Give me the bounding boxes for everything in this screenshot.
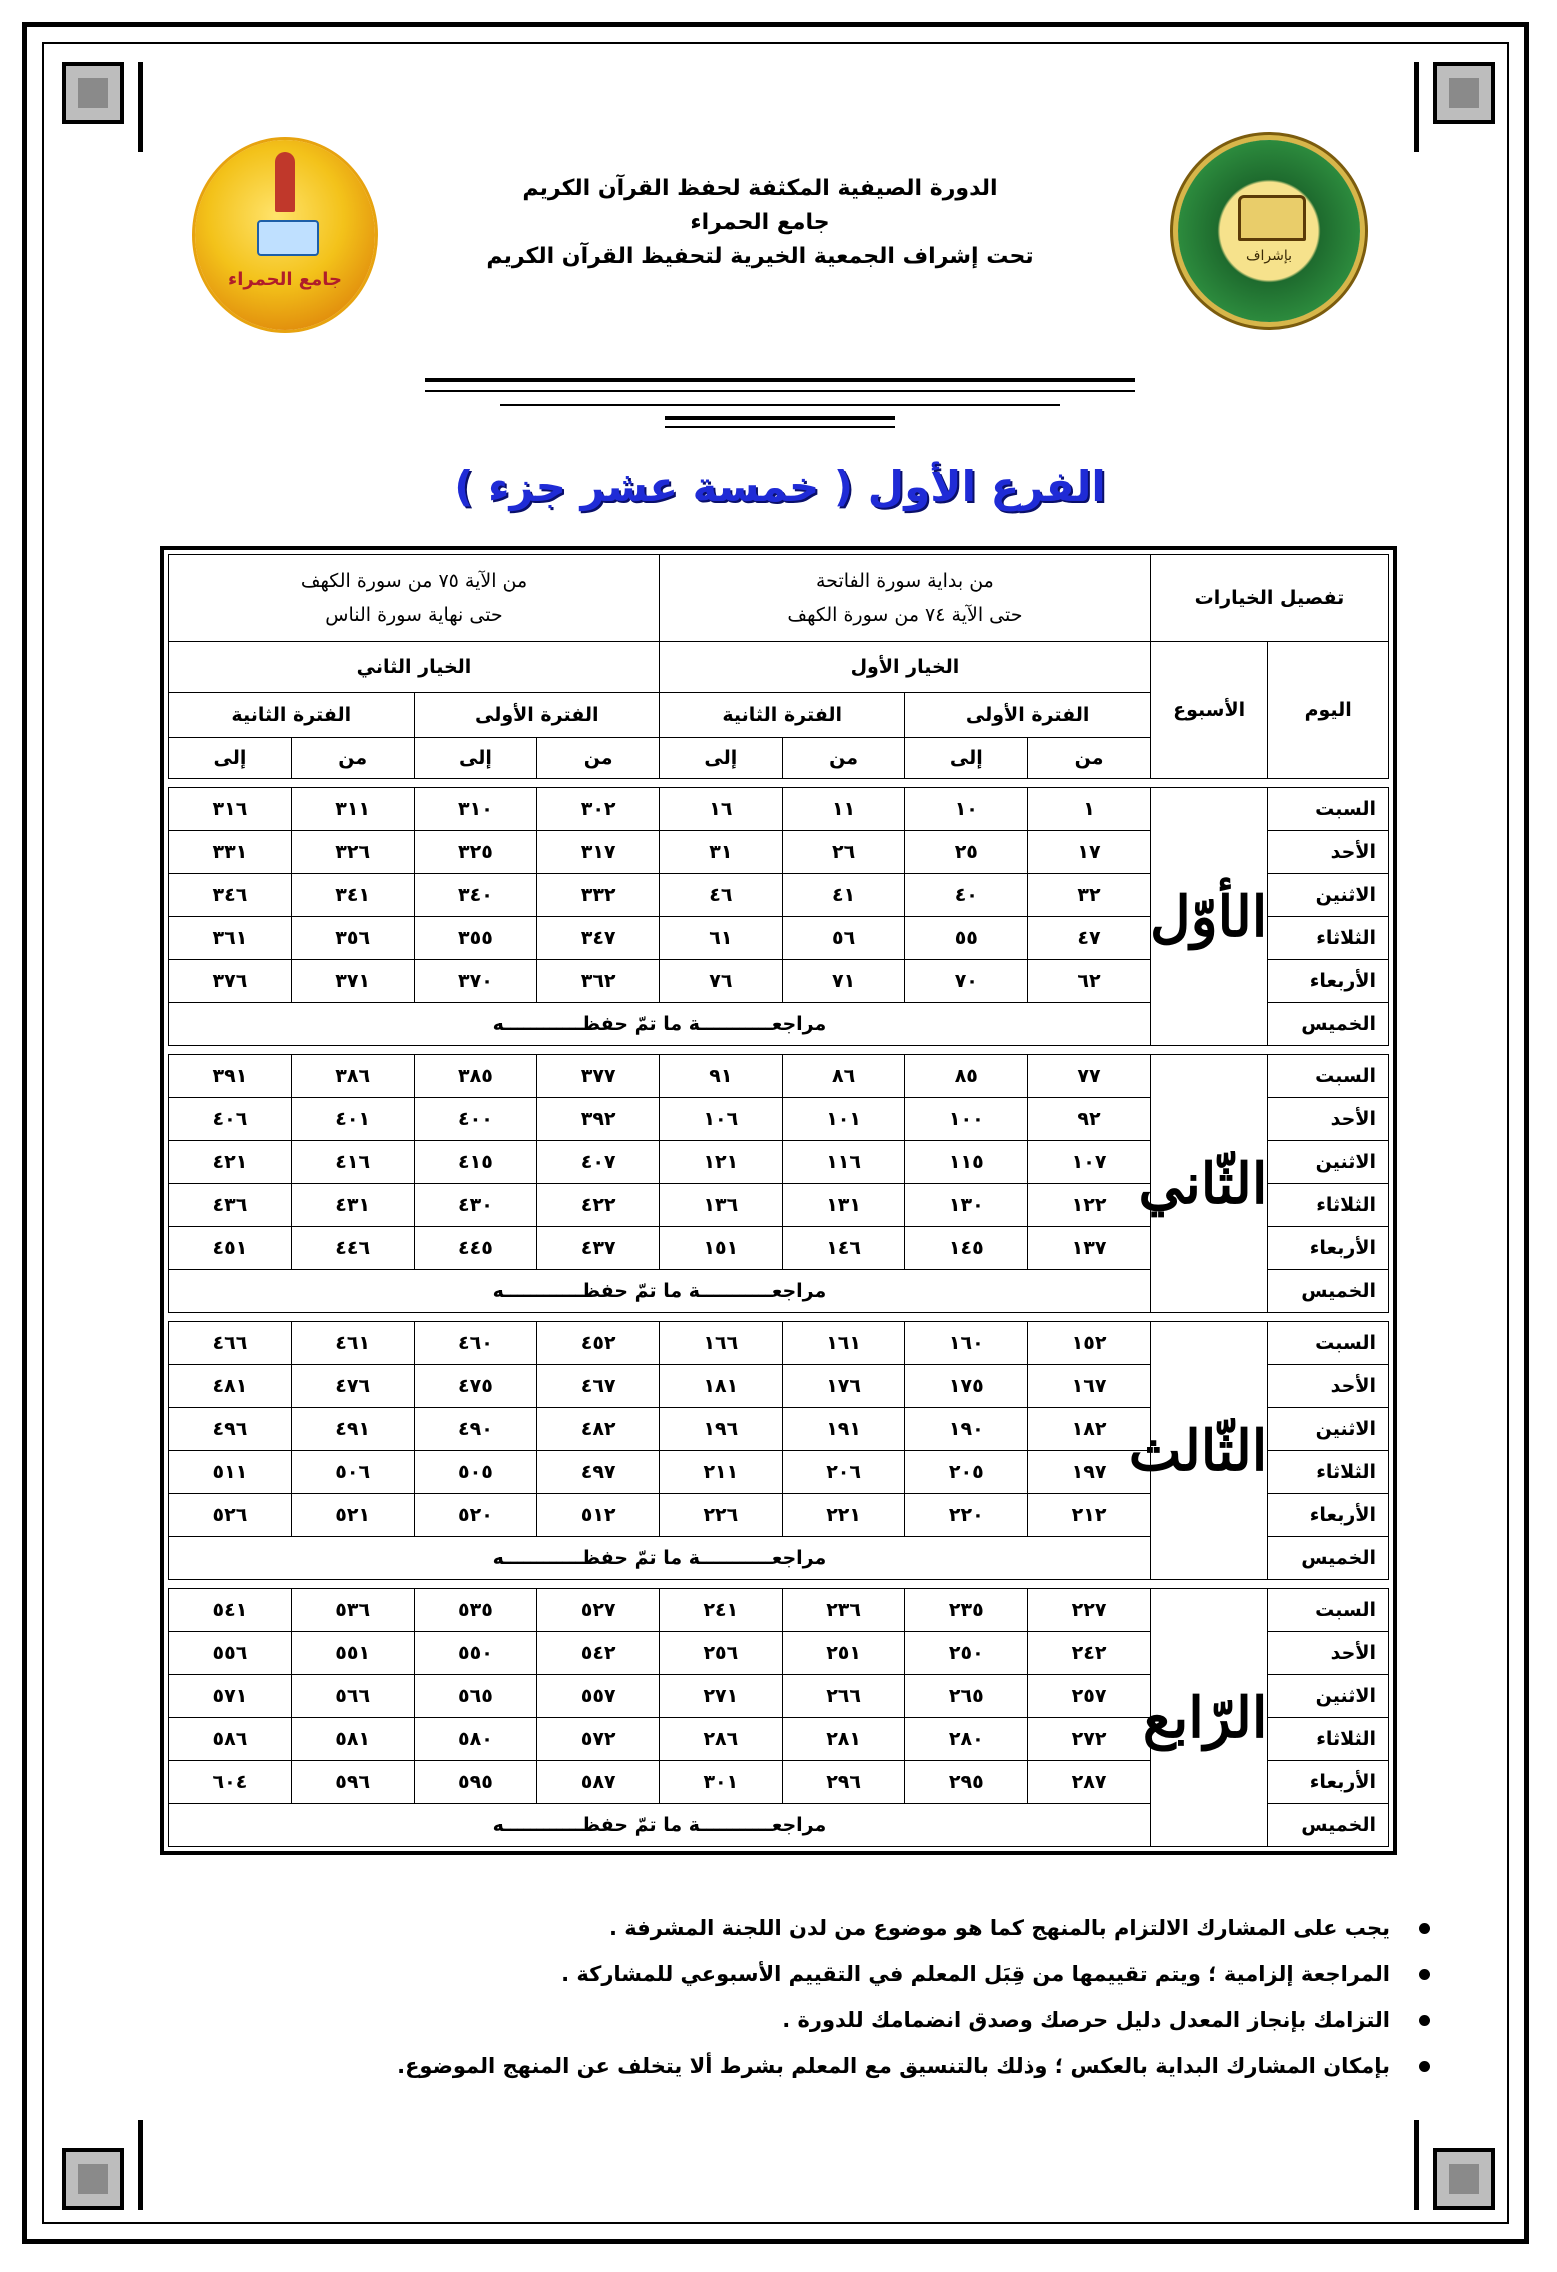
page-number-cell: ١٦٠ — [905, 1322, 1028, 1365]
logo-right-text: بإشراف — [1245, 248, 1293, 264]
page-number-cell: ٤٦٧ — [537, 1365, 660, 1408]
page-number-cell: ٧٧ — [1028, 1055, 1151, 1098]
page-number-cell: ٣٩١ — [169, 1055, 292, 1098]
page-number-cell: ٤٩٦ — [169, 1408, 292, 1451]
page-number-cell: ٤٢٢ — [537, 1184, 660, 1227]
page-number-cell: ٢٦ — [782, 831, 905, 874]
page-number-cell: ٢٨٠ — [905, 1718, 1028, 1761]
week-name-cell — [1150, 788, 1267, 1046]
page-number-cell: ٤٩٠ — [414, 1408, 537, 1451]
page-number-cell: ٤٧٥ — [414, 1365, 537, 1408]
day-cell: السبت — [1268, 1322, 1389, 1365]
option1-range-line1: من بداية سورة الفاتحة — [816, 570, 994, 592]
page-number-cell: ٣١٧ — [537, 831, 660, 874]
page-number-cell: ٣٦١ — [169, 917, 292, 960]
divider-line — [665, 416, 895, 420]
page-number-cell: ٢٦٥ — [905, 1675, 1028, 1718]
page-number-cell: ٤٢١ — [169, 1141, 292, 1184]
note-text: المراجعة إلزامية ؛ ويتم تقييمها من قِبَل المعلم في التقييم الأسبوعي للمشاركة . — [561, 1962, 1390, 1986]
page-number-cell: ٥٥١ — [291, 1632, 414, 1675]
bullet-icon — [1419, 1969, 1430, 1980]
week-separator-cell — [169, 1313, 1389, 1322]
page-number-cell: ٢٥٧ — [1028, 1675, 1151, 1718]
page-number-cell: ٨٥ — [905, 1055, 1028, 1098]
page-number-cell: ٩٢ — [1028, 1098, 1151, 1141]
page-number-cell: ٣٠٢ — [537, 788, 660, 831]
from-header: من — [782, 738, 905, 779]
page-number-cell: ٢٧١ — [659, 1675, 782, 1718]
page-number-cell: ١٨١ — [659, 1365, 782, 1408]
page-number-cell: ٢١١ — [659, 1451, 782, 1494]
page-number-cell: ١٢٢ — [1028, 1184, 1151, 1227]
page-number-cell: ١٦٦ — [659, 1322, 782, 1365]
page-number-cell: ٤٣١ — [291, 1184, 414, 1227]
page-number-cell: ٣٧١ — [291, 960, 414, 1003]
day-cell: الأحد — [1268, 1632, 1389, 1675]
option2-period2-header: الفترة الثانية — [169, 693, 415, 738]
option2-header: الخيار الثاني — [169, 642, 660, 693]
quran-book-icon — [1238, 195, 1306, 241]
page-header — [440, 172, 1080, 274]
page-number-cell: ١٣٠ — [905, 1184, 1028, 1227]
page-number-cell: ٢٨١ — [782, 1718, 905, 1761]
review-cell: مراجعـــــــــــة ما تمّ حفظــــــــــــه — [169, 1003, 1151, 1046]
frame-notch — [138, 2120, 143, 2210]
page-number-cell: ٢٢١ — [782, 1494, 905, 1537]
page-number-cell: ١٣١ — [782, 1184, 905, 1227]
table-row — [169, 788, 1389, 831]
note-item — [200, 2043, 1430, 2089]
page-number-cell: ١٨٢ — [1028, 1408, 1151, 1451]
page-number-cell: ٥٨١ — [291, 1718, 414, 1761]
page-number-cell: ٦١ — [659, 917, 782, 960]
page-number-cell: ٤٨٢ — [537, 1408, 660, 1451]
day-cell: الأحد — [1268, 1098, 1389, 1141]
frame-notch — [1414, 2120, 1419, 2210]
day-cell: الأربعاء — [1268, 1227, 1389, 1270]
page-number-cell: ١٣٧ — [1028, 1227, 1151, 1270]
page-number-cell: ٤٠٦ — [169, 1098, 292, 1141]
page-number-cell: ٢٥١ — [782, 1632, 905, 1675]
page-number-cell: ٤٤٥ — [414, 1227, 537, 1270]
page-number-cell: ٢٩٦ — [782, 1761, 905, 1804]
page-number-cell: ١٧٦ — [782, 1365, 905, 1408]
week-separator-cell — [169, 1046, 1389, 1055]
to-header: إلى — [659, 738, 782, 779]
day-cell: الخميس — [1268, 1270, 1389, 1313]
divider-line — [665, 426, 895, 428]
page-number-cell: ٤٠١ — [291, 1098, 414, 1141]
page-number-cell: ٣٤٠ — [414, 874, 537, 917]
day-cell: الثلاثاء — [1268, 917, 1389, 960]
page-number-cell: ٣٧٦ — [169, 960, 292, 1003]
corner-ornament-bottom-right — [1433, 2148, 1495, 2210]
week-separator — [169, 1046, 1389, 1055]
day-cell: الأربعاء — [1268, 1761, 1389, 1804]
page-number-cell: ١٤٦ — [782, 1227, 905, 1270]
page-number-cell: ٥٧١ — [169, 1675, 292, 1718]
to-header: إلى — [414, 738, 537, 779]
option1-range-line2: حتى الآية ٧٤ من سورة الكهف — [787, 604, 1023, 626]
bullet-icon — [1419, 2061, 1430, 2072]
page-number-cell: ٣١٦ — [169, 788, 292, 831]
page-number-cell: ٥٦ — [782, 917, 905, 960]
review-cell: مراجعـــــــــــة ما تمّ حفظــــــــــــه — [169, 1270, 1151, 1313]
page-number-cell: ٦٠٤ — [169, 1761, 292, 1804]
day-cell: السبت — [1268, 788, 1389, 831]
header-line-3: تحت إشراف الجمعية الخيرية لتحفيظ القرآن الكريم — [486, 244, 1034, 269]
page-number-cell: ٣٨٦ — [291, 1055, 414, 1098]
page-number-cell: ٤٠ — [905, 874, 1028, 917]
page-number-cell: ٥٢٧ — [537, 1589, 660, 1632]
page-number-cell: ٢٣٥ — [905, 1589, 1028, 1632]
page-number-cell: ٨٦ — [782, 1055, 905, 1098]
week-name: الثّاني — [1138, 1150, 1268, 1217]
day-header: اليوم — [1268, 642, 1389, 779]
page-number-cell: ٢٢٧ — [1028, 1589, 1151, 1632]
week-separator — [169, 1313, 1389, 1322]
page-number-cell: ٥٨٦ — [169, 1718, 292, 1761]
page-number-cell: ٤٦١ — [291, 1322, 414, 1365]
page-number-cell: ٥٢١ — [291, 1494, 414, 1537]
bullet-icon — [1419, 1923, 1430, 1934]
frame-notch — [138, 62, 143, 152]
page-number-cell: ٩١ — [659, 1055, 782, 1098]
week-name-cell — [1128, 1322, 1268, 1580]
table-row — [169, 1055, 1389, 1098]
quran-book-icon — [257, 220, 319, 256]
page-number-cell: ٤٩٧ — [537, 1451, 660, 1494]
page-number-cell: ٥١٢ — [537, 1494, 660, 1537]
page-number-cell: ١١٦ — [782, 1141, 905, 1184]
week-name-cell — [1142, 1589, 1268, 1847]
page-number-cell: ٣١٠ — [414, 788, 537, 831]
page-number-cell: ٥٢٠ — [414, 1494, 537, 1537]
page-number-cell: ٧١ — [782, 960, 905, 1003]
note-text: يجب على المشارك الالتزام بالمنهج كما هو موضوع من لدن اللجنة المشرفة . — [608, 1916, 1390, 1940]
page-number-cell: ١٠٧ — [1028, 1141, 1151, 1184]
page-number-cell: ٢٥٦ — [659, 1632, 782, 1675]
day-cell: الخميس — [1268, 1003, 1389, 1046]
option1-range — [659, 555, 1150, 642]
from-header: من — [537, 738, 660, 779]
page-number-cell: ٤٣٠ — [414, 1184, 537, 1227]
page-number-cell: ٢١٢ — [1028, 1494, 1151, 1537]
page-number-cell: ٥١١ — [169, 1451, 292, 1494]
page-number-cell: ٥٠٥ — [414, 1451, 537, 1494]
page-number-cell: ١٩٧ — [1028, 1451, 1151, 1494]
day-cell: الخميس — [1268, 1804, 1389, 1847]
page-number-cell: ٢٢٦ — [659, 1494, 782, 1537]
page-number-cell: ٣٢ — [1028, 874, 1151, 917]
from-header: من — [291, 738, 414, 779]
page-number-cell: ٢٢٠ — [905, 1494, 1028, 1537]
frame-notch — [1414, 62, 1419, 152]
page-number-cell: ١١ — [782, 788, 905, 831]
page-number-cell: ٥٨٧ — [537, 1761, 660, 1804]
week-separator-cell — [169, 1580, 1389, 1589]
page-number-cell: ١٧ — [1028, 831, 1151, 874]
option2-period1-header: الفترة الأولى — [414, 693, 659, 738]
note-item — [200, 1997, 1430, 2043]
day-cell: الاثنين — [1268, 1408, 1389, 1451]
page-number-cell: ١٠ — [905, 788, 1028, 831]
page-number-cell: ٤٨١ — [169, 1365, 292, 1408]
divider-line — [425, 390, 1135, 392]
divider-line — [425, 378, 1135, 382]
page-number-cell: ٢٨٧ — [1028, 1761, 1151, 1804]
bullet-icon — [1419, 2015, 1430, 2026]
page-number-cell: ١٧٥ — [905, 1365, 1028, 1408]
page-number-cell: ٧٠ — [905, 960, 1028, 1003]
page-number-cell: ٢٤٢ — [1028, 1632, 1151, 1675]
branch-title: الفرع الأول ( خمسة عشر جزء ) — [454, 462, 1106, 511]
page-number-cell: ٥٨٠ — [414, 1718, 537, 1761]
page-number-cell: ٢٣٦ — [782, 1589, 905, 1632]
page-number-cell: ٣٤٦ — [169, 874, 292, 917]
page-number-cell: ٤٩١ — [291, 1408, 414, 1451]
page-number-cell: ٥٦٦ — [291, 1675, 414, 1718]
day-cell: الثلاثاء — [1268, 1184, 1389, 1227]
note-item — [200, 1905, 1430, 1951]
page-number-cell: ٢٦٦ — [782, 1675, 905, 1718]
schedule-table-body — [169, 555, 1389, 1847]
page-number-cell: ٣٤٧ — [537, 917, 660, 960]
page-number-cell: ٣٣٢ — [537, 874, 660, 917]
page-number-cell: ٥٩٦ — [291, 1761, 414, 1804]
page-number-cell: ٥٣٥ — [414, 1589, 537, 1632]
options-detail-header: تفصيل الخيارات — [1150, 555, 1388, 642]
page-number-cell: ٣٢٥ — [414, 831, 537, 874]
review-cell: مراجعـــــــــــة ما تمّ حفظــــــــــــه — [169, 1804, 1151, 1847]
page-number-cell: ٣٩٢ — [537, 1098, 660, 1141]
day-cell: الثلاثاء — [1268, 1718, 1389, 1761]
page-number-cell: ١٥١ — [659, 1227, 782, 1270]
page-number-cell: ٣١ — [659, 831, 782, 874]
page-number-cell: ١٦ — [659, 788, 782, 831]
divider-line — [500, 404, 1060, 406]
day-cell: الأربعاء — [1268, 960, 1389, 1003]
page-number-cell: ٦٢ — [1028, 960, 1151, 1003]
page-number-cell: ٣٠١ — [659, 1761, 782, 1804]
page-number-cell: ١٣٦ — [659, 1184, 782, 1227]
page-number-cell: ٥٦٥ — [414, 1675, 537, 1718]
option1-period1-header: الفترة الأولى — [905, 693, 1150, 738]
page-number-cell: ٣٧٠ — [414, 960, 537, 1003]
corner-ornament-top-left — [62, 62, 124, 124]
option1-header: الخيار الأول — [659, 642, 1150, 693]
page-number-cell: ٢٥٠ — [905, 1632, 1028, 1675]
to-header: إلى — [905, 738, 1028, 779]
page-number-cell: ٣٢٦ — [291, 831, 414, 874]
page-number-cell: ٤١٥ — [414, 1141, 537, 1184]
page-number-cell: ٣٣١ — [169, 831, 292, 874]
option1-period2-header: الفترة الثانية — [659, 693, 904, 738]
page-number-cell: ٤٥١ — [169, 1227, 292, 1270]
page-number-cell: ١٩٦ — [659, 1408, 782, 1451]
page-number-cell: ٤٥٢ — [537, 1322, 660, 1365]
page-number-cell: ٥٥٧ — [537, 1675, 660, 1718]
page-number-cell: ٤١ — [782, 874, 905, 917]
minaret-icon — [275, 152, 295, 212]
page-number-cell: ٥٤٢ — [537, 1632, 660, 1675]
day-cell: الثلاثاء — [1268, 1451, 1389, 1494]
header-line-2: جامع الحمراء — [690, 210, 830, 235]
schedule-table — [160, 546, 1397, 1855]
page-number-cell: ١٥٢ — [1028, 1322, 1151, 1365]
society-seal-logo — [1178, 140, 1360, 322]
page-number-cell: ٤٦٦ — [169, 1322, 292, 1365]
page-number-cell: ١٦٧ — [1028, 1365, 1151, 1408]
page-number-cell: ٤٠٧ — [537, 1141, 660, 1184]
page-number-cell: ٣٤١ — [291, 874, 414, 917]
week-separator — [169, 779, 1389, 788]
page-number-cell: ٧٦ — [659, 960, 782, 1003]
day-cell: السبت — [1268, 1589, 1389, 1632]
page-number-cell: ٤٦٠ — [414, 1322, 537, 1365]
page-number-cell: ٥٥ — [905, 917, 1028, 960]
option2-range-line2: حتى نهاية سورة الناس — [325, 604, 503, 626]
option2-range-line1: من الآية ٧٥ من سورة الكهف — [300, 570, 528, 592]
page-number-cell: ١١٥ — [905, 1141, 1028, 1184]
page-number-cell: ١٩١ — [782, 1408, 905, 1451]
page-number-cell: ١٠٠ — [905, 1098, 1028, 1141]
page-number-cell: ١٤٥ — [905, 1227, 1028, 1270]
page-number-cell: ٤٧٦ — [291, 1365, 414, 1408]
option2-range — [169, 555, 660, 642]
day-cell: الخميس — [1268, 1537, 1389, 1580]
page-number-cell: ١٢١ — [659, 1141, 782, 1184]
review-cell: مراجعـــــــــــة ما تمّ حفظــــــــــــه — [169, 1537, 1151, 1580]
day-cell: الأحد — [1268, 831, 1389, 874]
day-cell: الاثنين — [1268, 1141, 1389, 1184]
page-number-cell: ٣١١ — [291, 788, 414, 831]
week-separator-cell — [169, 779, 1389, 788]
page-number-cell: ٢٠٦ — [782, 1451, 905, 1494]
week-name-cell — [1138, 1055, 1268, 1313]
page-number-cell: ٣٥٥ — [414, 917, 537, 960]
week-separator — [169, 1580, 1389, 1589]
header-line-1: الدورة الصيفية المكثفة لحفظ القرآن الكريم — [522, 176, 998, 201]
page-number-cell: ٥٥٦ — [169, 1632, 292, 1675]
page-number-cell: ٤٧ — [1028, 917, 1151, 960]
mosque-logo — [195, 140, 375, 330]
page-number-cell: ٢٥ — [905, 831, 1028, 874]
table-row — [169, 1589, 1389, 1632]
corner-ornament-bottom-left — [62, 2148, 124, 2210]
page-number-cell: ٢٨٦ — [659, 1718, 782, 1761]
day-cell: الأحد — [1268, 1365, 1389, 1408]
page-number-cell: ٤٤٦ — [291, 1227, 414, 1270]
note-text: بإمكان المشارك البداية بالعكس ؛ وذلك بالتنسيق مع المعلم بشرط ألا يتخلف عن المنهج الموضوع. — [397, 2054, 1390, 2078]
page-number-cell: ٢٠٥ — [905, 1451, 1028, 1494]
page-number-cell: ٣٨٥ — [414, 1055, 537, 1098]
note-text: التزامك بإنجاز المعدل دليل حرصك وصدق انضمامك للدورة . — [782, 2008, 1390, 2032]
week-name: الثّالث — [1128, 1417, 1268, 1484]
page-number-cell: ٥٢٦ — [169, 1494, 292, 1537]
week-name: الأوّل — [1149, 883, 1268, 950]
page-number-cell: ٢٩٥ — [905, 1761, 1028, 1804]
page-number-cell: ١٠١ — [782, 1098, 905, 1141]
page-number-cell: ٥٠٦ — [291, 1451, 414, 1494]
page-number-cell: ٥٥٠ — [414, 1632, 537, 1675]
page-number-cell: ٥٣٦ — [291, 1589, 414, 1632]
day-cell: الاثنين — [1268, 874, 1389, 917]
day-cell: الاثنين — [1268, 1675, 1389, 1718]
notes-list — [200, 1905, 1430, 2089]
page-number-cell: ٤١٦ — [291, 1141, 414, 1184]
page-number-cell: ٢٧٢ — [1028, 1718, 1151, 1761]
page-number-cell: ٥٩٥ — [414, 1761, 537, 1804]
corner-ornament-top-right — [1433, 62, 1495, 124]
page-number-cell: ٤٠٠ — [414, 1098, 537, 1141]
page-number-cell: ٣٦٢ — [537, 960, 660, 1003]
page-number-cell: ٣٧٧ — [537, 1055, 660, 1098]
page-number-cell: ١ — [1028, 788, 1151, 831]
week-header: الأسبوع — [1150, 642, 1267, 779]
page-number-cell: ١٩٠ — [905, 1408, 1028, 1451]
page-number-cell: ٣٥٦ — [291, 917, 414, 960]
from-header: من — [1028, 738, 1151, 779]
page-number-cell: ٤٣٦ — [169, 1184, 292, 1227]
table-row — [169, 1322, 1389, 1365]
day-cell: الأربعاء — [1268, 1494, 1389, 1537]
page-number-cell: ١٦١ — [782, 1322, 905, 1365]
page-number-cell: ٥٤١ — [169, 1589, 292, 1632]
week-name: الرّابع — [1142, 1684, 1268, 1751]
page-number-cell: ١٠٦ — [659, 1098, 782, 1141]
day-cell: السبت — [1268, 1055, 1389, 1098]
logo-left-text: جامع الحمراء — [228, 269, 342, 290]
note-item — [200, 1951, 1430, 1997]
page-number-cell: ٢٤١ — [659, 1589, 782, 1632]
page-number-cell: ٥٧٢ — [537, 1718, 660, 1761]
page-number-cell: ٤٣٧ — [537, 1227, 660, 1270]
to-header: إلى — [169, 738, 292, 779]
page-number-cell: ٤٦ — [659, 874, 782, 917]
